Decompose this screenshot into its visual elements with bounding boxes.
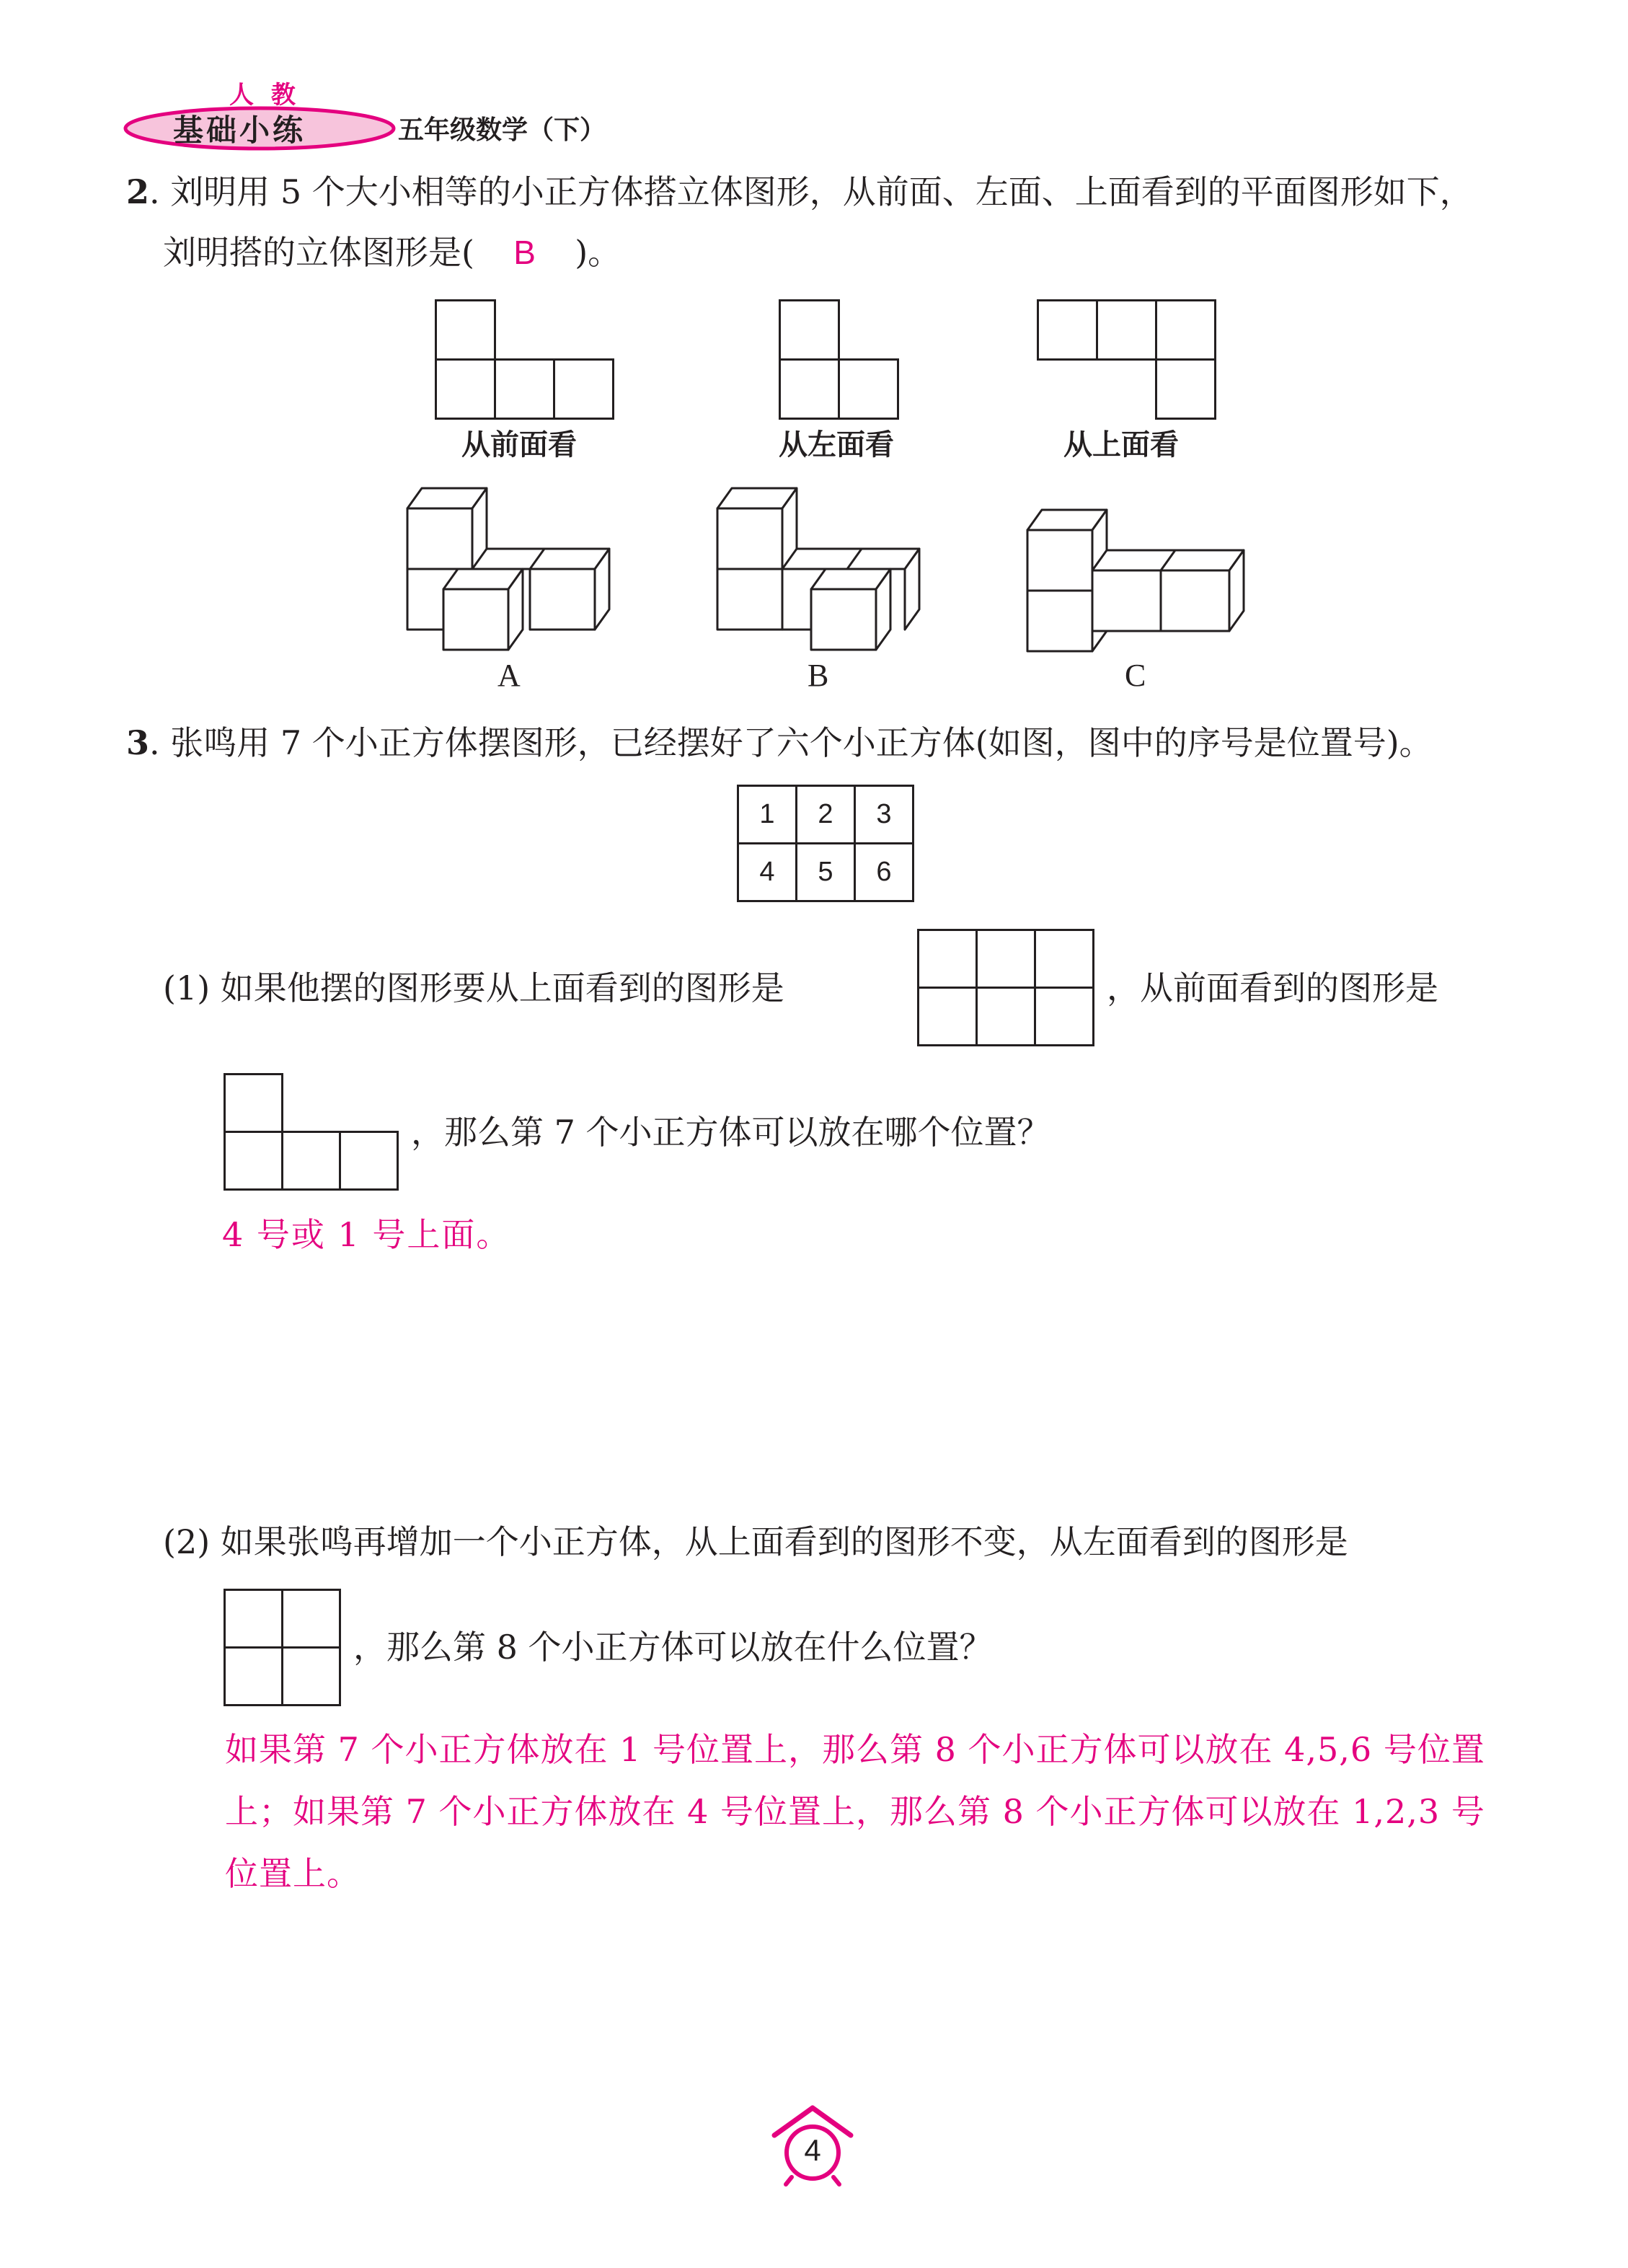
view-left-caption: 从左面看 [779,428,894,462]
question-text-line2-end: )。 [575,233,621,272]
part-2-answer-line3: 位置上。 [225,1854,360,1893]
answer-blank: B [513,234,536,271]
left-view-figure [224,1589,341,1706]
part-1-text-c: ，那么第 7 个小正方体可以放在哪个位置？ [411,1113,1050,1152]
part-2-text-b: ，那么第 8 个小正方体可以放在什么位置？ [353,1628,993,1667]
question-text-line1: . 刘明用 5 个大小相等的小正方体搭立体图形，从前面、左面、上面看到的平面图形如下， [149,172,1473,211]
page-number: 4 [804,2133,821,2167]
question-text-line2: 刘明搭的立体图形是( [163,233,474,272]
part-2-answer-line1: 如果第 7 个小正方体放在 1 号位置上，那么第 8 个小正方体可以放在 4,5,6 号位置 [225,1730,1485,1769]
part-2-answer-line2: 上；如果第 7 个小正方体放在 4 号位置上，那么第 8 个小正方体可以放在 1,2,3 号 [225,1792,1485,1831]
option-b-label: B [808,658,829,693]
view-front-caption: 从前面看 [461,428,577,462]
option-b-figure [710,480,926,653]
view-top-caption: 从上面看 [1063,428,1179,462]
position-cell: 1 [739,787,797,844]
question-number: 3 [126,723,150,762]
part-1-answer: 4 号或 1 号上面。 [222,1215,511,1254]
question-intro: . 张鸣用 7 个小正方体摆图形，已经摆好了六个小正方体(如图，图中的序号是位置号)。 [149,723,1433,762]
edition-label: 人 教 [229,81,300,110]
top-view-figure [917,929,1094,1046]
option-a-label: A [497,658,521,693]
series-title: 基础小练 [173,112,306,148]
part-2-text-a: (2) 如果张鸣再增加一个小正方体，从上面看到的图形不变，从左面看到的图形是 [163,1522,1348,1561]
option-c-figure [1020,501,1251,653]
option-c-label: C [1125,658,1146,693]
part-1-text-b: ，从前面看到的图形是 [1107,968,1438,1007]
subject-title: 五年级数学（下） [398,115,606,145]
position-grid [737,785,914,902]
question-number: 2 [126,172,150,211]
position-cell: 3 [856,787,914,844]
position-cell: 4 [739,844,797,902]
position-cell: 2 [797,787,856,844]
option-a-figure [400,480,616,653]
part-1-text-a: (1) 如果他摆的图形要从上面看到的图形是 [163,968,784,1007]
position-cell: 5 [797,844,856,902]
position-cell: 6 [856,844,914,902]
